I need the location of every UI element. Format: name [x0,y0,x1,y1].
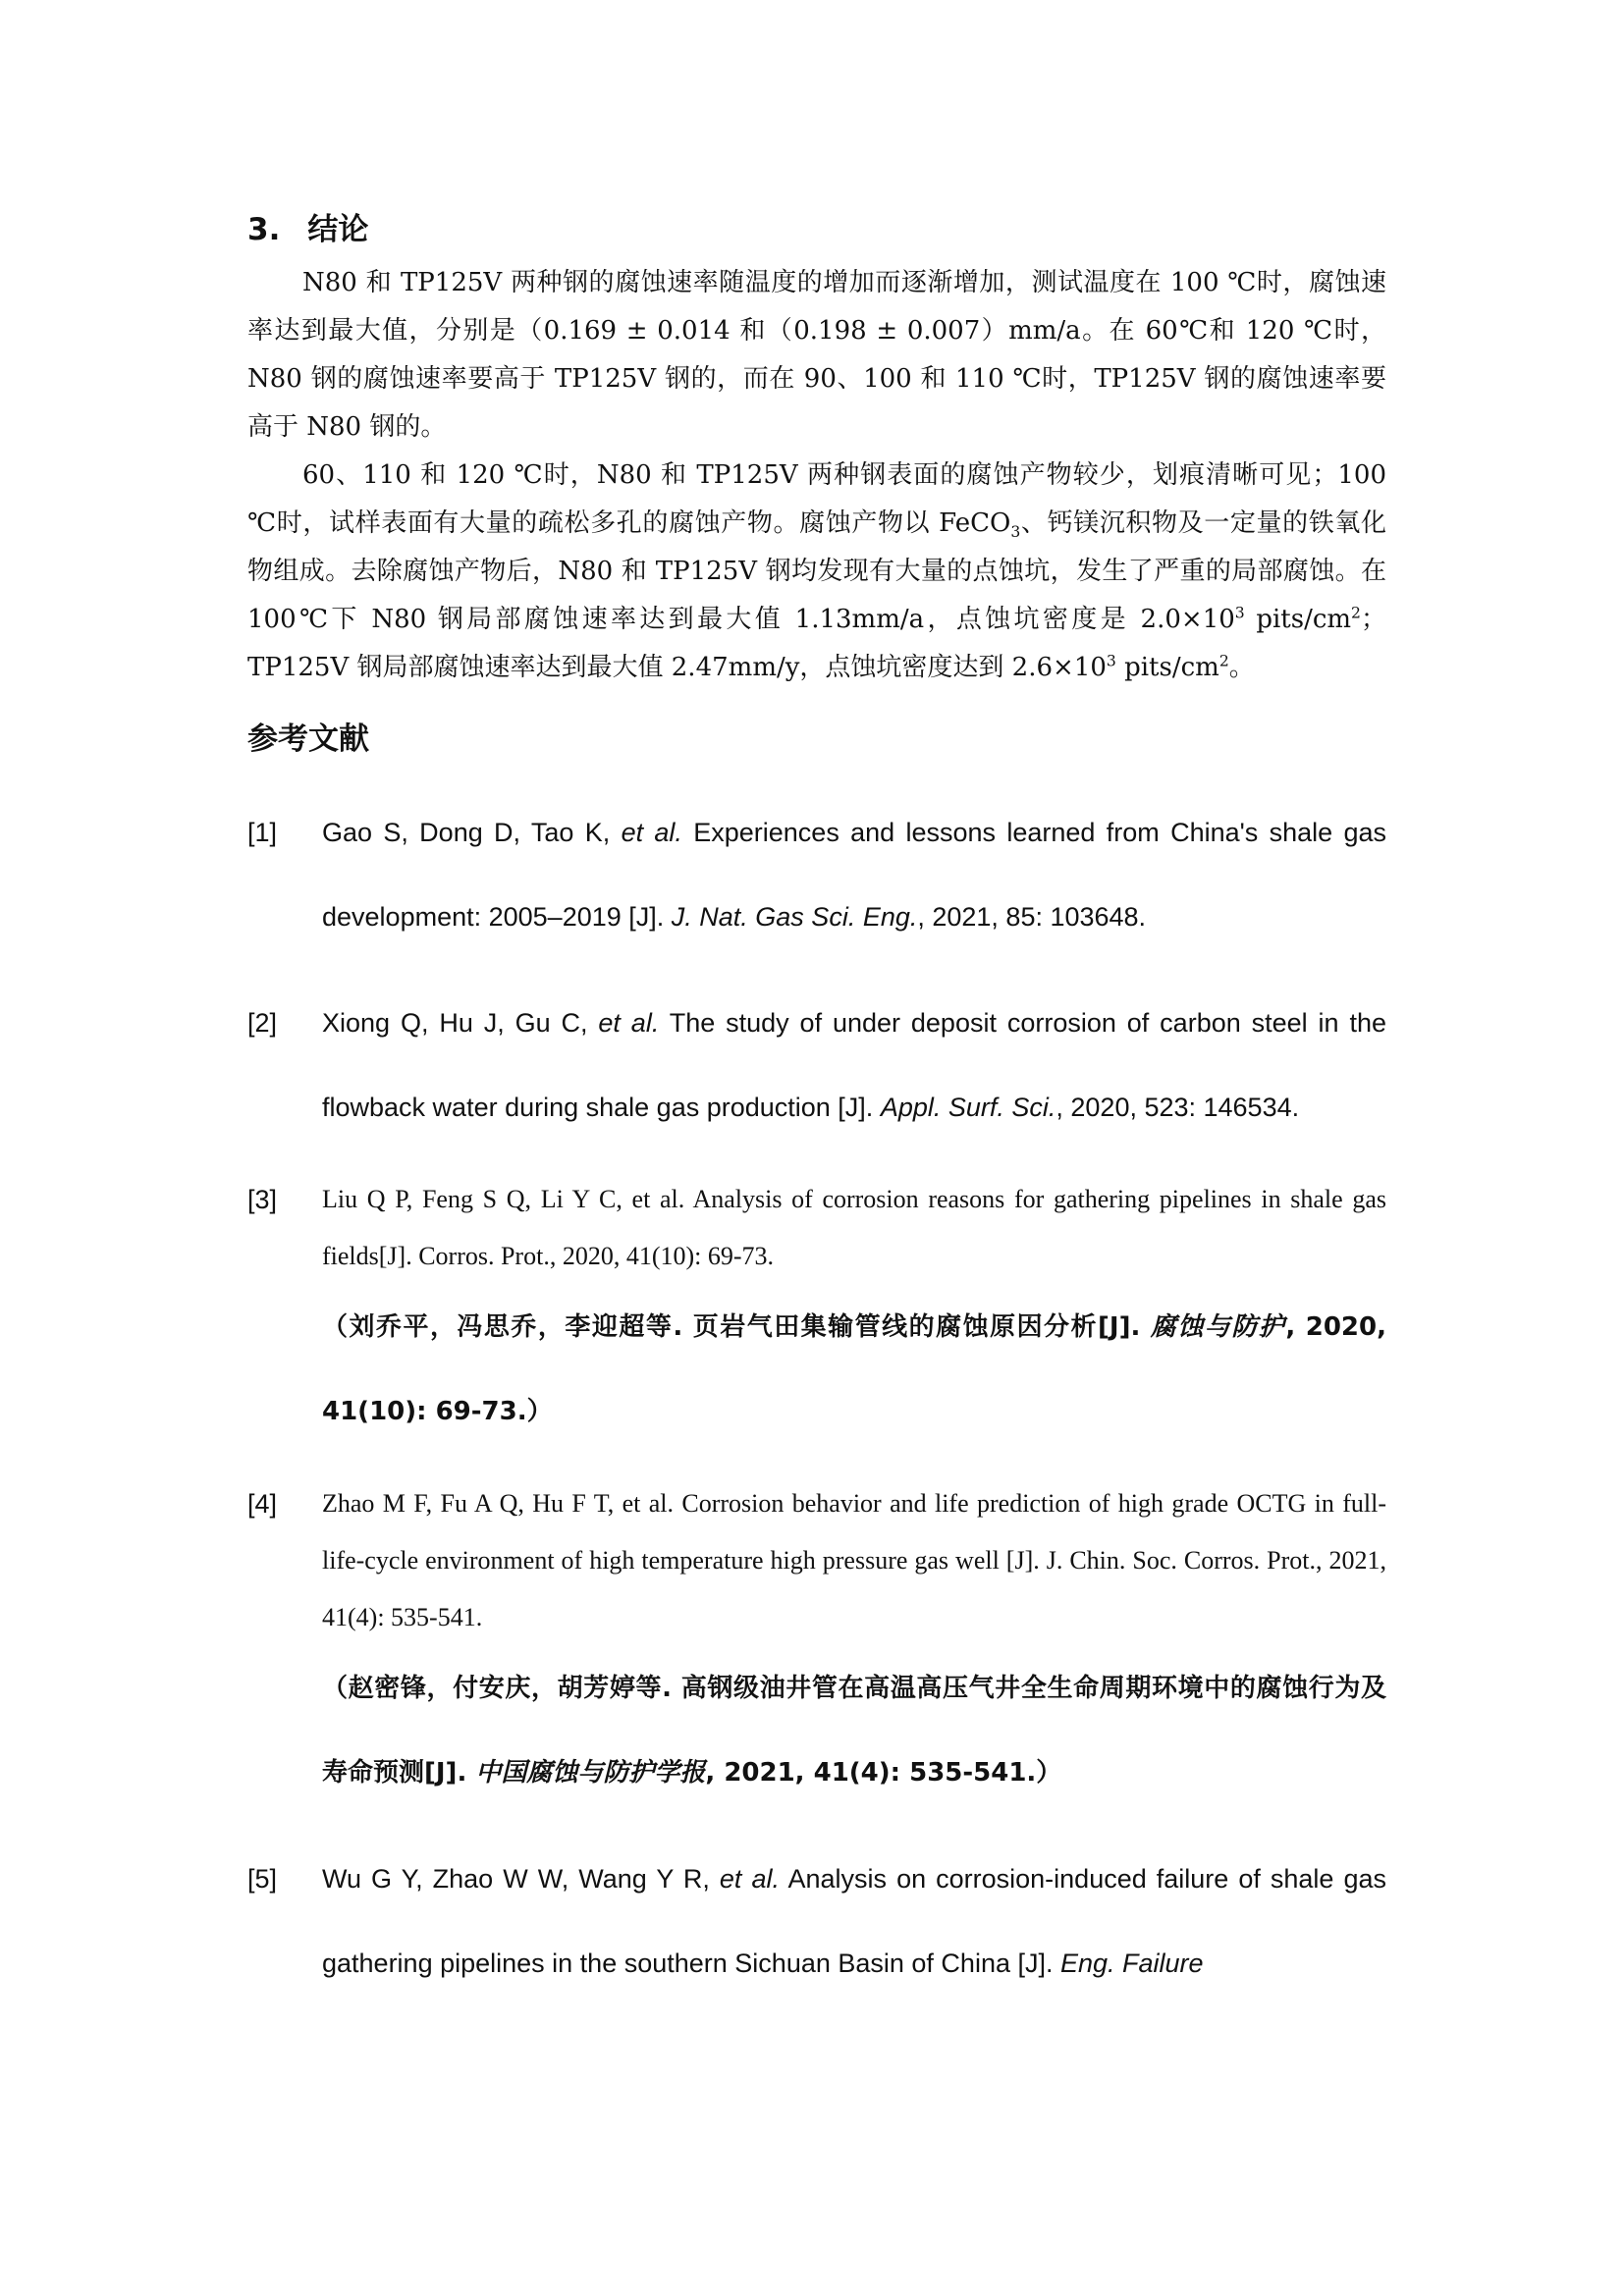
ref-cn-journal: 腐蚀与防护 [1150,1312,1286,1342]
p2-text-f: 。 [1228,653,1255,682]
ref-volume: , 2020, 523: 146534. [1056,1093,1300,1122]
section-title: 结论 [307,212,369,247]
reference-text-en: Zhao M F, Fu A Q, Hu F T, et al. Corrosion behavior and life prediction of high grade OCTG in full-life-cycle environment of high temperature high pressure gas well [J]. J. Chin. Soc. Corros. Prot., 2021, 41(4): 535-541. [322,1489,1386,1631]
reference-text [322,1837,1386,2005]
p2-subscript: 3 [1010,523,1021,542]
ref-authors: Gao S, Dong D, Tao K, [322,818,622,847]
reference-number: [5] [247,1864,278,1894]
ref-cn-journal: 中国腐蚀与防护学报 [475,1758,706,1788]
p2-text-b: 、钙镁沉积物及一定量的铁氧化物组成。去除腐蚀产物后，N80 和 TP125V 钢均发现有大量的点蚀坑，发生了严重的局部腐蚀。在 100℃下 N80 钢局部腐蚀速率达到最大值 1.13mm/a，点蚀坑密度是 2.0×10 [247,508,1386,634]
reference-text-cn [322,1285,1386,1454]
ref-title: Analysis on corrosion-induced failure of shale gas gathering pipelines in the southern Sichuan Basin of China [J]. [322,1864,1386,1978]
reference-number: [1] [247,818,278,847]
ref-cn-text: （刘乔平，冯思乔，李迎超等. 页岩气田集输管线的腐蚀原因分析[J]. [322,1312,1151,1342]
p2-superscript-2: 2 [1351,604,1361,622]
reference-text-cn [322,1646,1386,1815]
reference-text [322,981,1386,1149]
ref-authors: Wu G Y, Zhao W W, Wang Y R, [322,1864,720,1894]
ref-volume: , 2021, 85: 103648. [917,902,1147,932]
p2-superscript-3: 3 [1106,652,1116,670]
ref-cn-volume: , 2020, 41(10): 69-73.） [322,1312,1386,1426]
reference-text-en: Liu Q P, Feng S Q, Li Y C, et al. Analysis of corrosion reasons for gathering pipelines in shale gas fields[J]. Corros. Prot., 2020, 41(10): 69-73. [322,1185,1386,1270]
p2-text-d: ；TP125V 钢局部腐蚀速率达到最大值 2.47mm/y，点蚀坑密度达到 2.6×10 [247,605,1386,682]
reference-item [247,1171,1386,1454]
section-heading [247,208,1386,251]
reference-item [247,1837,1386,2005]
p2-superscript-1: 3 [1234,604,1245,622]
p2-text-a: 60、110 和 120 ℃时，N80 和 TP125V 两种钢表面的腐蚀产物较少，划痕清晰可见；100 ℃时，试样表面有大量的疏松多孔的腐蚀产物。腐蚀产物以 FeCO [247,460,1386,538]
reference-number: [2] [247,1008,278,1038]
references-title: 参考文献 [247,721,369,757]
reference-number: [3] [247,1185,278,1214]
ref-title: Experiences and lessons learned from China's shale gas development: 2005–2019 [J]. [322,818,1386,932]
ref-journal: Eng. Failure [1059,1949,1204,1978]
ref-cn-volume: , 2021, 41(4): 535-541.） [705,1758,1062,1788]
paper-page [247,208,1386,2027]
ref-cn-text: （赵密锋，付安庆，胡芳婷等. 高钢级油井管在高温高压气井全生命周期环境中的腐蚀行为及寿命预测[J]. [322,1674,1386,1788]
conclusion-paragraph-2 [247,452,1386,692]
reference-item [247,790,1386,959]
p2-superscript-4: 2 [1218,652,1229,670]
section-number: 3. [247,212,281,247]
ref-etal: et al. [598,1008,660,1038]
ref-title: The study of under deposit corrosion of carbon steel in the flowback water during shale gas production [J]. [322,1008,1386,1122]
reference-number: [4] [247,1489,278,1519]
ref-journal: J. Nat. Gas Sci. Eng. [671,902,918,932]
reference-item [247,981,1386,1149]
ref-authors: Xiong Q, Hu J, Gu C, [322,1008,599,1038]
ref-journal: Appl. Surf. Sci. [880,1093,1056,1122]
reference-item [247,1475,1386,1815]
p2-text-e: pits/cm [1115,653,1219,682]
ref-etal: et al. [719,1864,780,1894]
conclusion-paragraph-1: N80 和 TP125V 两种钢的腐蚀速率随温度的增加而逐渐增加，测试温度在 100 ℃时，腐蚀速率达到最大值，分别是（0.169 ± 0.014 和（0.198 ± 0.007）mm/a。在 60℃和 120 ℃时，N80 钢的腐蚀速率要高于 TP125V 钢的，而在 90、100 和 110 ℃时，TP125V 钢的腐蚀速率要高于 N80 钢的。 [247,268,1386,442]
p2-text-c: pits/cm [1244,605,1352,634]
reference-text [322,790,1386,959]
ref-etal: et al. [621,818,682,847]
